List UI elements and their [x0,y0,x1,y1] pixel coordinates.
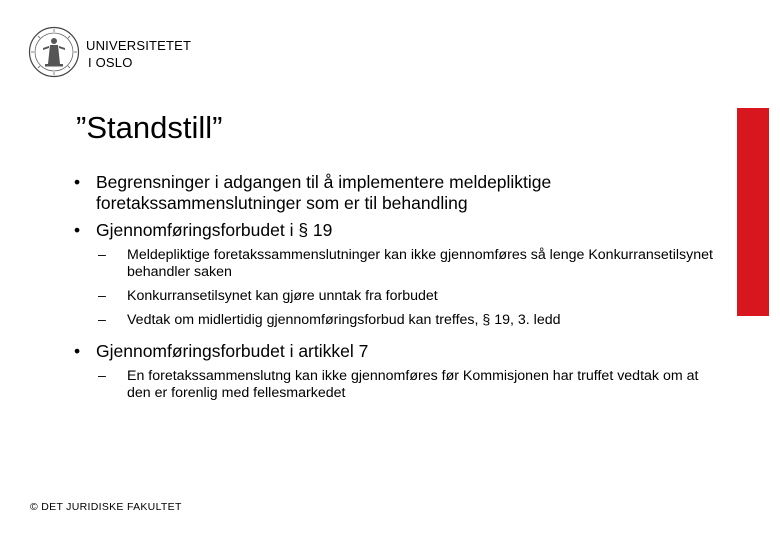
bullet-2-text: Gjennomføringsforbudet i § 19 [96,220,333,240]
dash-icon: – [98,368,106,384]
sub-bullet-3-1 [70,368,720,402]
slide-title: ”Standstill” [76,110,223,145]
bullet-dot-icon: • [74,341,81,361]
university-name-line2: I OSLO [88,55,133,70]
bullet-1 [70,172,720,214]
sub-bullet-2-2-text: Konkurransetilsynet kan gjøre unntak fra forbudet [127,288,438,304]
dash-icon: – [98,312,106,328]
sub-bullet-2-1-text: Meldepliktige foretakssammenslutninger kan ikke gjennomføres så lenge Konkurransetilsynet behandler saken [127,247,713,280]
bullet-dot-icon: • [74,220,81,240]
bullet-3 [70,341,720,362]
accent-bar [737,108,769,316]
dash-icon: – [98,288,106,304]
sub-bullet-3-1-text: En foretakssammenslutng kan ikke gjennomføres før Kommisjonen har truffet vedtak om at den er forenlig med fellesmarkedet [127,368,699,401]
slide-content [70,172,720,409]
sub-bullet-2-3-text: Vedtak om midlertidig gjennomføringsforbud kan treffes, § 19, 3. ledd [127,312,561,328]
bullet-2 [70,220,720,241]
university-name [86,37,191,71]
sub-bullet-2-1 [70,247,720,281]
university-name-line1: UNIVERSITETET [86,38,192,53]
bullet-dot-icon: • [74,172,81,192]
bullet-1-text: Begrensninger i adgangen til å implementere meldepliktige foretakssammenslutninger som er til behandling [96,172,552,213]
sub-bullet-2-3 [70,312,720,329]
footer-copyright: © DET JURIDISKE FAKULTET [30,501,182,513]
sub-bullet-2-2 [70,288,720,305]
bullet-3-text: Gjennomføringsforbudet i artikkel 7 [96,341,369,361]
university-seal-icon [28,26,80,78]
dash-icon: – [98,247,106,263]
